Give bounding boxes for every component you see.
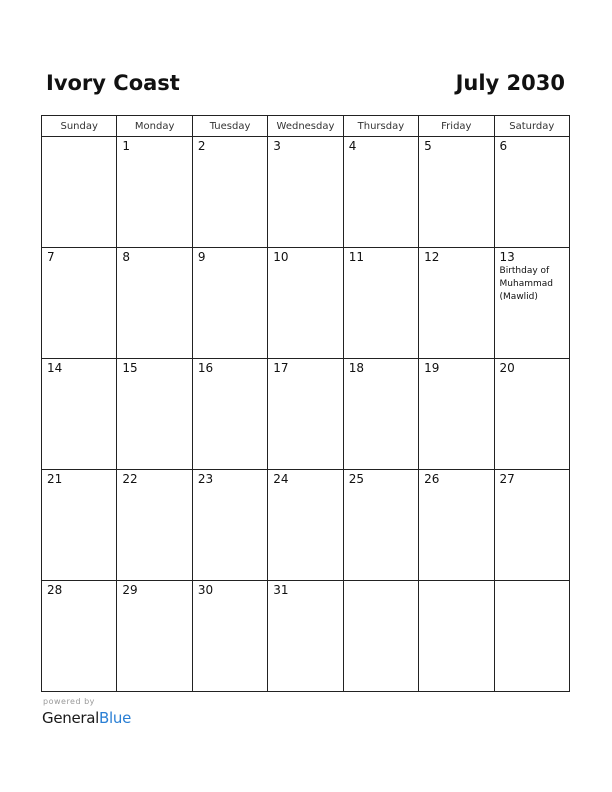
day-cell bbox=[419, 470, 494, 581]
week-row bbox=[42, 470, 570, 581]
day-cell bbox=[494, 470, 569, 581]
day-cell bbox=[419, 248, 494, 359]
weekday-header: Tuesday bbox=[192, 116, 267, 137]
day-cell bbox=[117, 470, 192, 581]
day-cell bbox=[268, 248, 343, 359]
day-number bbox=[495, 581, 569, 583]
day-cell bbox=[494, 581, 569, 692]
week-row bbox=[42, 359, 570, 470]
day-number: 6 bbox=[499, 139, 508, 153]
weekday-header: Wednesday bbox=[268, 116, 343, 137]
day-number: 14 bbox=[47, 361, 63, 375]
brand-blue-text: Blue bbox=[99, 709, 132, 727]
day-number: 22 bbox=[122, 472, 138, 486]
week-row bbox=[42, 248, 570, 359]
day-cell bbox=[494, 137, 569, 248]
day-number: 25 bbox=[348, 472, 364, 486]
day-cell bbox=[192, 248, 267, 359]
week-row bbox=[42, 581, 570, 692]
day-cell bbox=[268, 470, 343, 581]
day-cell bbox=[343, 359, 418, 470]
day-number bbox=[419, 581, 493, 583]
day-cell bbox=[192, 470, 267, 581]
day-number: 23 bbox=[197, 472, 214, 486]
day-cell bbox=[117, 248, 192, 359]
day-number: 30 bbox=[197, 583, 214, 597]
day-number: 20 bbox=[499, 361, 515, 375]
calendar-grid bbox=[41, 115, 570, 692]
weekday-header-row bbox=[42, 116, 570, 137]
week-row bbox=[42, 137, 570, 248]
day-number bbox=[344, 581, 418, 583]
day-cell bbox=[343, 470, 418, 581]
day-cell bbox=[117, 137, 192, 248]
day-number: 29 bbox=[122, 583, 138, 597]
day-cell bbox=[343, 137, 418, 248]
day-number: 17 bbox=[273, 361, 289, 375]
day-cell bbox=[42, 470, 117, 581]
generalblue-logo[interactable] bbox=[42, 709, 131, 727]
day-cell bbox=[494, 248, 569, 359]
powered-by-text: powered by bbox=[43, 697, 95, 706]
day-cell bbox=[494, 359, 569, 470]
weekday-header: Sunday bbox=[42, 116, 117, 137]
day-number: 13 bbox=[499, 250, 515, 264]
weekday-header: Thursday bbox=[343, 116, 418, 137]
day-number: 12 bbox=[424, 250, 440, 264]
day-cell bbox=[192, 137, 267, 248]
day-cell bbox=[117, 581, 192, 692]
day-cell bbox=[419, 359, 494, 470]
day-number: 21 bbox=[47, 472, 63, 486]
day-number: 11 bbox=[348, 250, 364, 264]
day-cell bbox=[419, 581, 494, 692]
day-number: 16 bbox=[197, 361, 214, 375]
day-cell bbox=[268, 359, 343, 470]
weekday-header: Monday bbox=[117, 116, 192, 137]
day-cell bbox=[268, 137, 343, 248]
day-cell bbox=[42, 359, 117, 470]
day-number: 27 bbox=[499, 472, 515, 486]
day-number: 28 bbox=[47, 583, 63, 597]
day-number: 1 bbox=[122, 139, 131, 153]
day-cell bbox=[192, 359, 267, 470]
day-number: 19 bbox=[424, 361, 440, 375]
day-cell bbox=[42, 248, 117, 359]
day-cell bbox=[42, 137, 117, 248]
country-title: Ivory Coast bbox=[46, 71, 180, 95]
day-number: 7 bbox=[47, 250, 55, 264]
day-number: 8 bbox=[122, 250, 131, 264]
day-number: 31 bbox=[273, 583, 289, 597]
day-number: 5 bbox=[424, 139, 432, 153]
month-year-title: July 2030 bbox=[455, 71, 565, 95]
brand-general-text: General bbox=[42, 709, 100, 727]
day-cell bbox=[343, 581, 418, 692]
day-number: 15 bbox=[122, 361, 138, 375]
day-cell bbox=[42, 581, 117, 692]
day-number: 10 bbox=[273, 250, 289, 264]
day-number: 9 bbox=[197, 250, 206, 264]
day-cell bbox=[117, 359, 192, 470]
day-cell bbox=[192, 581, 267, 692]
day-number: 18 bbox=[348, 361, 364, 375]
day-number: 4 bbox=[348, 139, 357, 153]
day-cell bbox=[343, 248, 418, 359]
day-number: 3 bbox=[273, 139, 281, 153]
weekday-header: Saturday bbox=[494, 116, 569, 137]
day-number: 2 bbox=[197, 139, 206, 153]
day-number bbox=[42, 137, 116, 139]
holiday-event: Birthday of Muhammad (Mawlid) bbox=[499, 266, 553, 302]
day-number: 26 bbox=[424, 472, 440, 486]
weekday-header: Friday bbox=[419, 116, 494, 137]
day-cell bbox=[268, 581, 343, 692]
day-number: 24 bbox=[273, 472, 289, 486]
day-cell bbox=[419, 137, 494, 248]
